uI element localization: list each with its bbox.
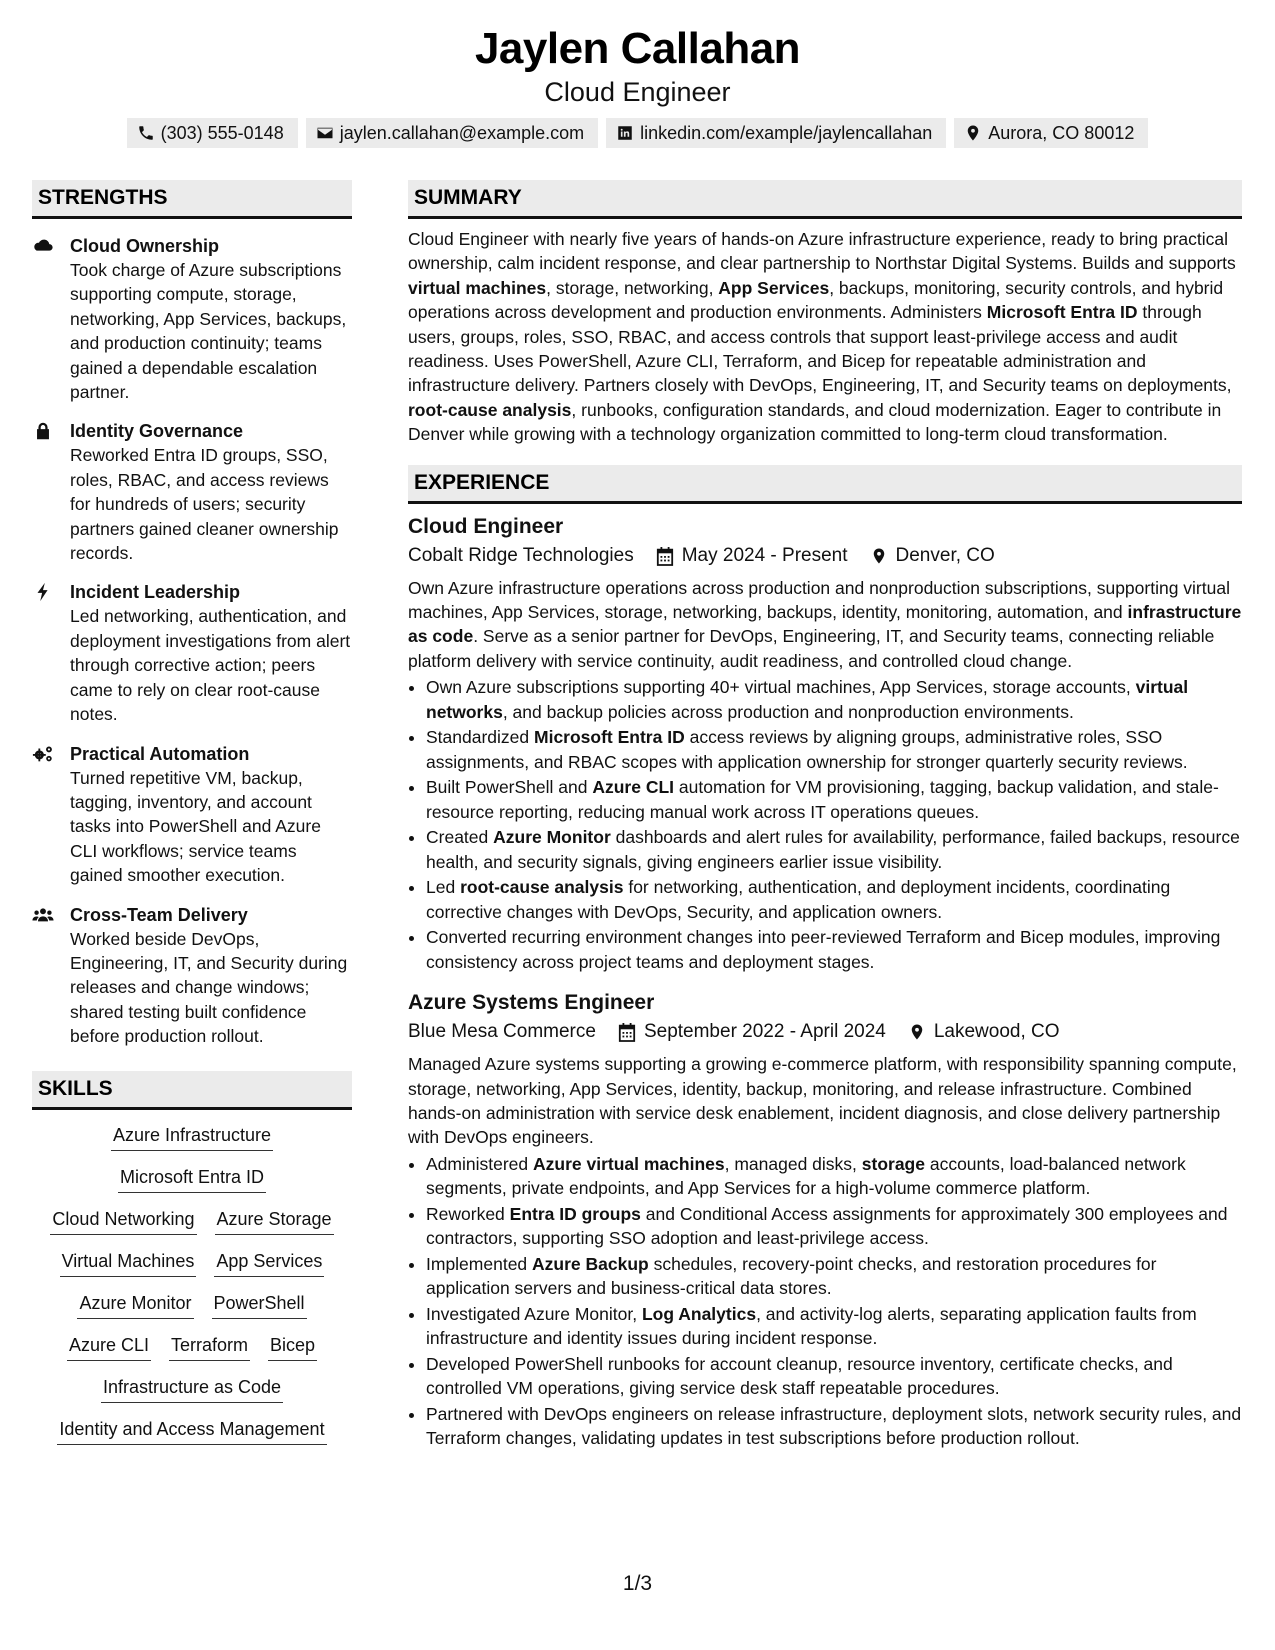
bullet-item bbox=[426, 1352, 1242, 1401]
strength-item bbox=[32, 742, 352, 888]
skill-row bbox=[32, 1204, 352, 1235]
emphasis-text: Log Analytics bbox=[641, 1303, 757, 1324]
calendar-icon bbox=[618, 1022, 636, 1042]
linkedin-icon bbox=[616, 124, 634, 142]
job-bullets bbox=[408, 1152, 1242, 1451]
summary-text bbox=[408, 227, 1242, 447]
text-run: accounts, load-balanced network segments, private endpoints, and App Services for a high-volume commerce platform. bbox=[426, 1153, 1186, 1199]
text-run: automation for VM provisioning, tagging, backup validation, and stale-resource reporting, reducing manual work across IT operations queues. bbox=[426, 777, 1219, 822]
skill-tag: Cloud Networking bbox=[50, 1204, 196, 1235]
bullet-item bbox=[426, 1252, 1242, 1301]
text-run: Built PowerShell and bbox=[426, 777, 593, 798]
text-run: Created bbox=[426, 827, 494, 848]
page-number: 1/3 bbox=[622, 1572, 653, 1595]
bolt-icon bbox=[32, 582, 54, 602]
text-run: Investigated Azure Monitor, bbox=[426, 1303, 642, 1324]
text-run: , runbooks, configuration standards, and cloud modernization. Eager to contribute in Denver while growing with a technology organization committed to long-term cloud transformation. bbox=[408, 399, 1222, 445]
skill-row bbox=[32, 1414, 352, 1445]
strength-item bbox=[32, 580, 352, 726]
skills-heading: SKILLS bbox=[32, 1071, 352, 1110]
strength-title: Cross-Team Delivery bbox=[70, 904, 248, 925]
contact-email-text: jaylen.callahan@example.com bbox=[339, 123, 585, 143]
bullet-item bbox=[426, 875, 1242, 924]
skill-tag: Azure CLI bbox=[67, 1330, 151, 1361]
experience-heading: EXPERIENCE bbox=[408, 465, 1242, 504]
experience-section bbox=[408, 465, 1242, 1451]
skill-row bbox=[32, 1246, 352, 1277]
job-description bbox=[408, 576, 1242, 674]
contact-bar bbox=[0, 118, 1275, 148]
emphasis-text: Azure CLI bbox=[592, 777, 675, 798]
strength-desc: Turned repetitive VM, backup, tagging, inventory, and account tasks into PowerShell and Azure CLI workflows; service teams gained smoother execution. bbox=[70, 767, 321, 886]
job-meta bbox=[408, 1018, 1242, 1046]
bullet-item bbox=[426, 925, 1242, 974]
skill-tag: Identity and Access Management bbox=[57, 1414, 326, 1445]
emphasis-text: Microsoft Entra ID bbox=[986, 302, 1138, 323]
strength-title: Practical Automation bbox=[70, 743, 250, 764]
map-pin-icon bbox=[870, 546, 888, 566]
candidate-name: Jaylen Callahan bbox=[474, 24, 801, 73]
text-run: Partnered with DevOps engineers on release infrastructure, deployment slots, network security rules, and Terraform changes, validating updates in test subscriptions before production rollout. bbox=[426, 1403, 1242, 1449]
text-run: through users, groups, roles, SSO, RBAC, and access controls that support least-privilege access and audit readiness. Uses PowerShell, Azure CLI, Terraform, and Bicep for repeatable administration and infrastructure delivery. Partners closely with DevOps, Engineering, IT, and Security teams on deployments, bbox=[408, 302, 1232, 396]
contact-location-text: Aurora, CO 80012 bbox=[988, 123, 1135, 143]
skills-section bbox=[32, 1071, 352, 1445]
skills-list bbox=[32, 1120, 352, 1445]
text-run: Led bbox=[426, 877, 461, 898]
job-company: Blue Mesa Commerce bbox=[408, 1021, 596, 1043]
text-run: for networking, authentication, and deployment incidents, coordinating corrective changes with DevOps, Security, and application owners. bbox=[426, 877, 1171, 922]
right-column bbox=[408, 180, 1242, 1452]
skill-tag: Azure Infrastructure bbox=[111, 1120, 273, 1151]
strengths-heading: STRENGTHS bbox=[32, 180, 352, 219]
text-run: , storage, networking, bbox=[546, 277, 719, 298]
bullet-item bbox=[426, 1152, 1242, 1201]
bullet-item bbox=[426, 1402, 1242, 1451]
strength-title: Cloud Ownership bbox=[70, 236, 220, 256]
candidate-title: Cloud Engineer bbox=[544, 77, 731, 107]
skill-tag: Infrastructure as Code bbox=[101, 1372, 283, 1403]
text-run: Cloud Engineer with nearly five years of hands-on Azure infrastructure experience, ready to bring practical ownership, calm incident response, and clear partnership to Northstar Digital Systems. Builds and supports bbox=[408, 229, 1236, 274]
strength-title: Identity Governance bbox=[70, 421, 244, 442]
bullet-item bbox=[426, 825, 1242, 874]
bullet-item bbox=[426, 725, 1242, 774]
bullet-item bbox=[426, 675, 1242, 724]
cloud-icon bbox=[32, 236, 54, 256]
strength-desc: Took charge of Azure subscriptions supporting compute, storage, networking, App Services, backups, and production continuity; teams gained a dependable escalation partner. bbox=[70, 260, 347, 403]
text-run: Own Azure infrastructure operations across production and nonproduction subscriptions, supporting virtual machines, App Services, storage, networking, backups, identity, monitoring, automation, and bbox=[408, 577, 1230, 623]
strength-title: Incident Leadership bbox=[70, 582, 241, 603]
bullet-item bbox=[426, 1302, 1242, 1351]
skill-tag: Virtual Machines bbox=[60, 1246, 197, 1277]
text-run: Managed Azure systems supporting a growing e-commerce platform, with responsibility spanning compute, storage, networking, App Services, identity, backup, monitoring, and release infrastructure. Combined hands-on administration with service desk enablement, incident diagnosis, and close delivery partnership with DevOps engineers. bbox=[408, 1054, 1237, 1148]
skill-row bbox=[32, 1120, 352, 1151]
job-dates: September 2022 - April 2024 bbox=[643, 1021, 886, 1043]
job-title: Cloud Engineer bbox=[408, 514, 564, 538]
skill-tag: PowerShell bbox=[212, 1288, 307, 1319]
emphasis-text: root-cause analysis bbox=[460, 877, 624, 898]
job-dates: May 2024 - Present bbox=[681, 544, 848, 566]
text-run: , managed disks, bbox=[724, 1153, 862, 1174]
text-run: , and activity-log alerts, separating application faults from infrastructure and identity issues during incident response. bbox=[426, 1303, 1197, 1349]
emphasis-text: Azure virtual machines bbox=[533, 1153, 725, 1174]
emphasis-text: Microsoft Entra ID bbox=[534, 727, 685, 748]
bullet-item bbox=[426, 775, 1242, 824]
text-run: access reviews by aligning groups, administrative roles, SSO assignments, and RBAC scopes with application ownership for stronger quarterly security reviews. bbox=[426, 727, 1188, 772]
emphasis-text: virtual networks bbox=[426, 677, 1189, 722]
job-location: Lakewood, CO bbox=[933, 1021, 1060, 1043]
emphasis-text: App Services bbox=[718, 277, 830, 298]
skill-tag: Azure Storage bbox=[215, 1204, 334, 1235]
job-entry bbox=[408, 512, 1242, 974]
text-run: and Conditional Access assignments for approximately 300 employees and contractors, supporting SSO adoption and least-privilege access. bbox=[426, 1203, 1228, 1249]
contact-email[interactable] bbox=[306, 118, 598, 148]
calendar-icon bbox=[656, 546, 674, 566]
contact-location bbox=[954, 118, 1148, 148]
emphasis-text: Azure Backup bbox=[532, 1253, 649, 1274]
emphasis-text: infrastructure as code bbox=[408, 602, 1242, 647]
text-run: Own Azure subscriptions supporting 40+ virtual machines, App Services, storage accounts, bbox=[426, 677, 1136, 698]
skill-row bbox=[32, 1162, 352, 1193]
text-run: dashboards and alert rules for availability, performance, failed backups, resource health, and security signals, giving engineers earlier issue visibility. bbox=[426, 827, 1240, 872]
skill-tag: App Services bbox=[214, 1246, 324, 1277]
contact-phone bbox=[127, 118, 298, 148]
job-location: Denver, CO bbox=[895, 544, 995, 566]
skill-tag: Terraform bbox=[169, 1330, 250, 1361]
text-run: Administered bbox=[426, 1153, 533, 1174]
emphasis-text: Entra ID groups bbox=[509, 1203, 641, 1224]
envelope-icon bbox=[316, 124, 334, 142]
text-run: . Serve as a senior partner for DevOps, Engineering, IT, and Security teams, connecting reliable platform delivery with service continuity, audit readiness, and controlled cloud change. bbox=[408, 626, 1215, 671]
text-run: Implemented bbox=[426, 1253, 533, 1274]
text-run: Developed PowerShell runbooks for account cleanup, resource inventory, certificate checks, and controlled VM operations, giving service desk staff repeatable procedures. bbox=[426, 1353, 1173, 1399]
map-pin-icon bbox=[908, 1022, 926, 1042]
skill-row bbox=[32, 1288, 352, 1319]
text-run: schedules, recovery-point checks, and restoration procedures for application servers and business-critical data stores. bbox=[426, 1253, 1157, 1299]
users-icon bbox=[32, 905, 54, 925]
summary-heading: SUMMARY bbox=[408, 180, 1242, 219]
strength-desc: Worked beside DevOps, Engineering, IT, and Security during releases and change windows; shared testing built confidence before production rollout. bbox=[70, 928, 348, 1047]
strength-item bbox=[32, 903, 352, 1049]
bullet-item bbox=[426, 1202, 1242, 1251]
lock-icon bbox=[32, 421, 54, 441]
emphasis-text: virtual machines bbox=[408, 277, 547, 298]
contact-linkedin[interactable] bbox=[606, 118, 946, 148]
left-column bbox=[32, 180, 352, 1456]
emphasis-text: Azure Monitor bbox=[493, 827, 611, 848]
contact-linkedin-text: linkedin.com/example/jaylencallahan bbox=[640, 123, 933, 143]
text-run: Converted recurring environment changes into peer-reviewed Terraform and Bicep modules, improving consistency across project teams and deployment stages. bbox=[426, 927, 1221, 972]
job-company: Cobalt Ridge Technologies bbox=[408, 544, 634, 566]
map-pin-icon bbox=[964, 124, 982, 142]
emphasis-text: storage bbox=[861, 1153, 925, 1174]
phone-icon bbox=[137, 124, 155, 142]
text-run: Reworked bbox=[426, 1203, 510, 1224]
text-run: , and backup policies across production and nonproduction environments. bbox=[502, 701, 1074, 722]
job-bullets bbox=[408, 675, 1242, 974]
job-title: Azure Systems Engineer bbox=[408, 991, 655, 1015]
skill-tag: Microsoft Entra ID bbox=[118, 1162, 266, 1193]
resume-header bbox=[0, 22, 1275, 148]
strength-item bbox=[32, 234, 352, 404]
skill-tag: Bicep bbox=[268, 1330, 317, 1361]
text-run: , backups, monitoring, security controls, and hybrid operations across development and production environments. Administers bbox=[408, 277, 1224, 323]
skill-tag: Azure Monitor bbox=[77, 1288, 193, 1319]
job-meta bbox=[408, 542, 1242, 570]
gears-icon bbox=[32, 744, 54, 764]
job-entry bbox=[408, 988, 1242, 1450]
contact-phone-text: (303) 555-0148 bbox=[160, 123, 284, 143]
skill-row bbox=[32, 1330, 352, 1361]
text-run: Standardized bbox=[426, 727, 534, 748]
emphasis-text: root-cause analysis bbox=[408, 399, 572, 420]
skill-row bbox=[32, 1372, 352, 1403]
strength-desc: Led networking, authentication, and deployment investigations from alert through corrective action; peers came to rely on clear root-cause notes. bbox=[70, 606, 351, 725]
strength-item bbox=[32, 419, 352, 565]
job-description bbox=[408, 1052, 1242, 1150]
strength-desc: Reworked Entra ID groups, SSO, roles, RBAC, and access reviews for hundreds of users; security partners gained cleaner ownership records. bbox=[70, 445, 339, 564]
